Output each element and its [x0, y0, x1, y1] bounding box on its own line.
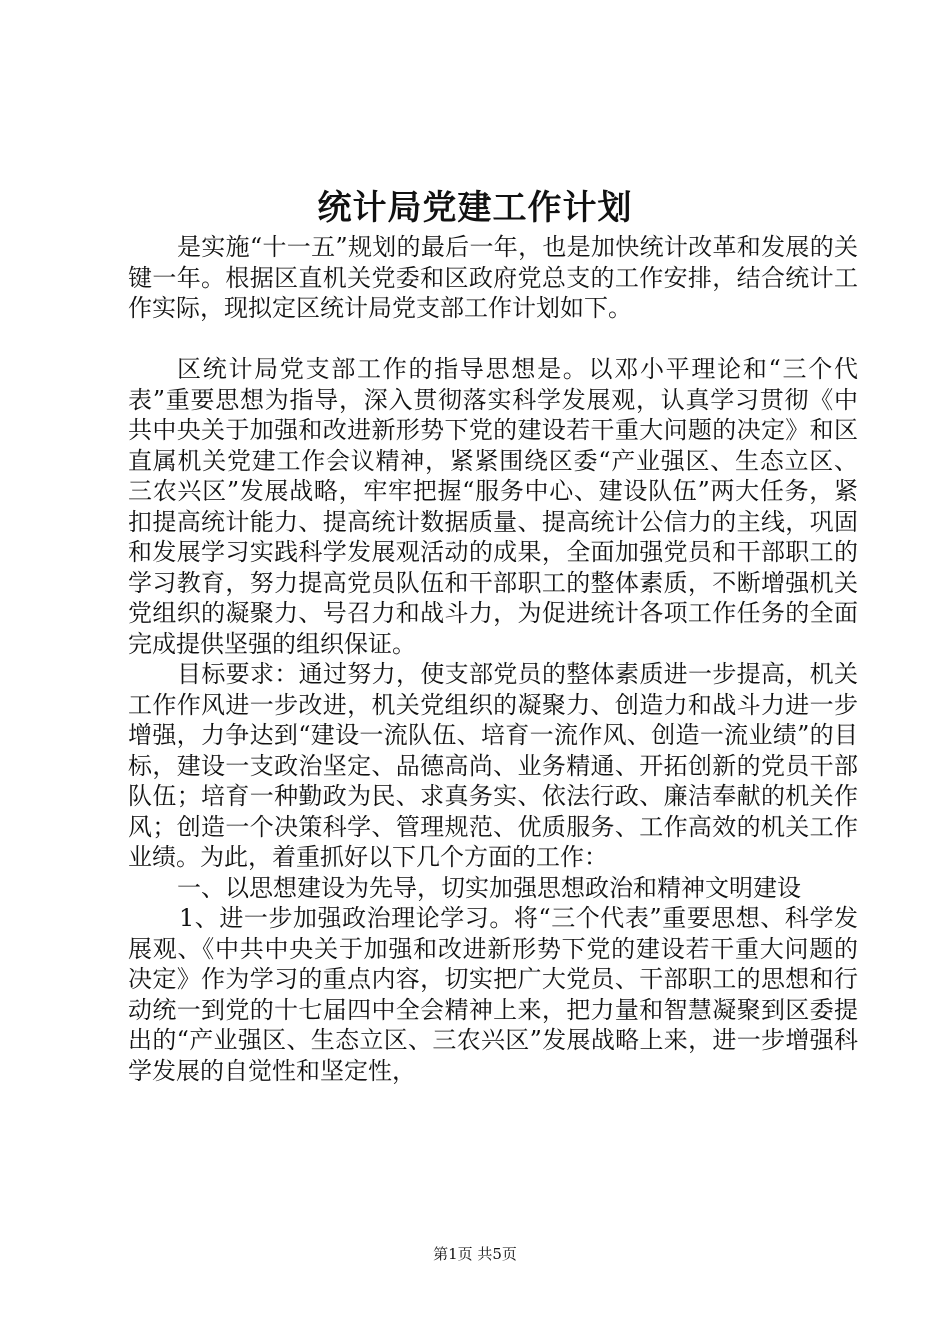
section-heading-1: 一、以思想建设为先导，切实加强思想政治和精神文明建设 — [177, 873, 801, 902]
paragraph-spacer — [128, 324, 858, 355]
guiding-thought-paragraph: 区统计局党支部工作的指导思想是。以邓小平理论和“三个代表”重要思想为指导，深入贯彻落实科学发展观，认真学习贯彻《中共中央关于加强和改进新形势下党的建设若干重大问题的决定》和区直属机关党建工作会议精神，紧紧围绕区委“产业强区、生态立区、三农兴区”发展战略，牢牢把握“服务中心、建设队伍”两大任务，紧扣提高统计能力、提高统计数据质量、提高统计公信力的主线，巩固和发展学习实践科学发展观活动的成果，全面加强党员和干部职工的学习教育，努力提高党员队伍和干部职工的整体素质，不断增强机关党组织的凝聚力、号召力和战斗力，为促进统计各项工作任务的全面完成提供坚强的组织保证。 — [128, 355, 858, 658]
goals-paragraph: 目标要求：通过努力，使支部党员的整体素质进一步提高，机关工作作风进一步改进，机关党组织的凝聚力、创造力和战斗力进一步增强，力争达到“建设一流队伍、培育一流作风、创造一流业绩”的目标，建设一支政治坚定、品德高尚、业务精通、开拓创新的党员干部队伍；培育一种勤政为民、求真务实、依法行政、廉洁奉献的机关作风；创造一个决策科学、管理规范、优质服务、工作高效的机关工作业绩。为此，着重抓好以下几个方面的工作： — [128, 660, 858, 871]
page-footer: 第1页 共5页 — [433, 1245, 517, 1263]
document-body — [128, 232, 858, 1086]
intro-paragraph: 是实施“十一五”规划的最后一年，也是加快统计改革和发展的关键一年。根据区直机关党委和区政府党总支的工作安排，结合统计工作实际，现拟定区统计局党支部工作计划如下。 — [128, 233, 858, 322]
item-1-paragraph: 1、进一步加强政治理论学习。将“三个代表”重要思想、科学发展观、《中共中央关于加强和改进新形势下党的建设若干重大问题的决定》作为学习的重点内容，切实把广大党员、干部职工的思想和行动统一到党的十七届四中全会精神上来，把力量和智慧凝聚到区委提出的“产业强区、生态立区、三农兴区”发展战略上来，进一步增强科学发展的自觉性和坚定性， — [128, 904, 858, 1085]
page-title: 统计局党建工作计划 — [317, 188, 633, 228]
